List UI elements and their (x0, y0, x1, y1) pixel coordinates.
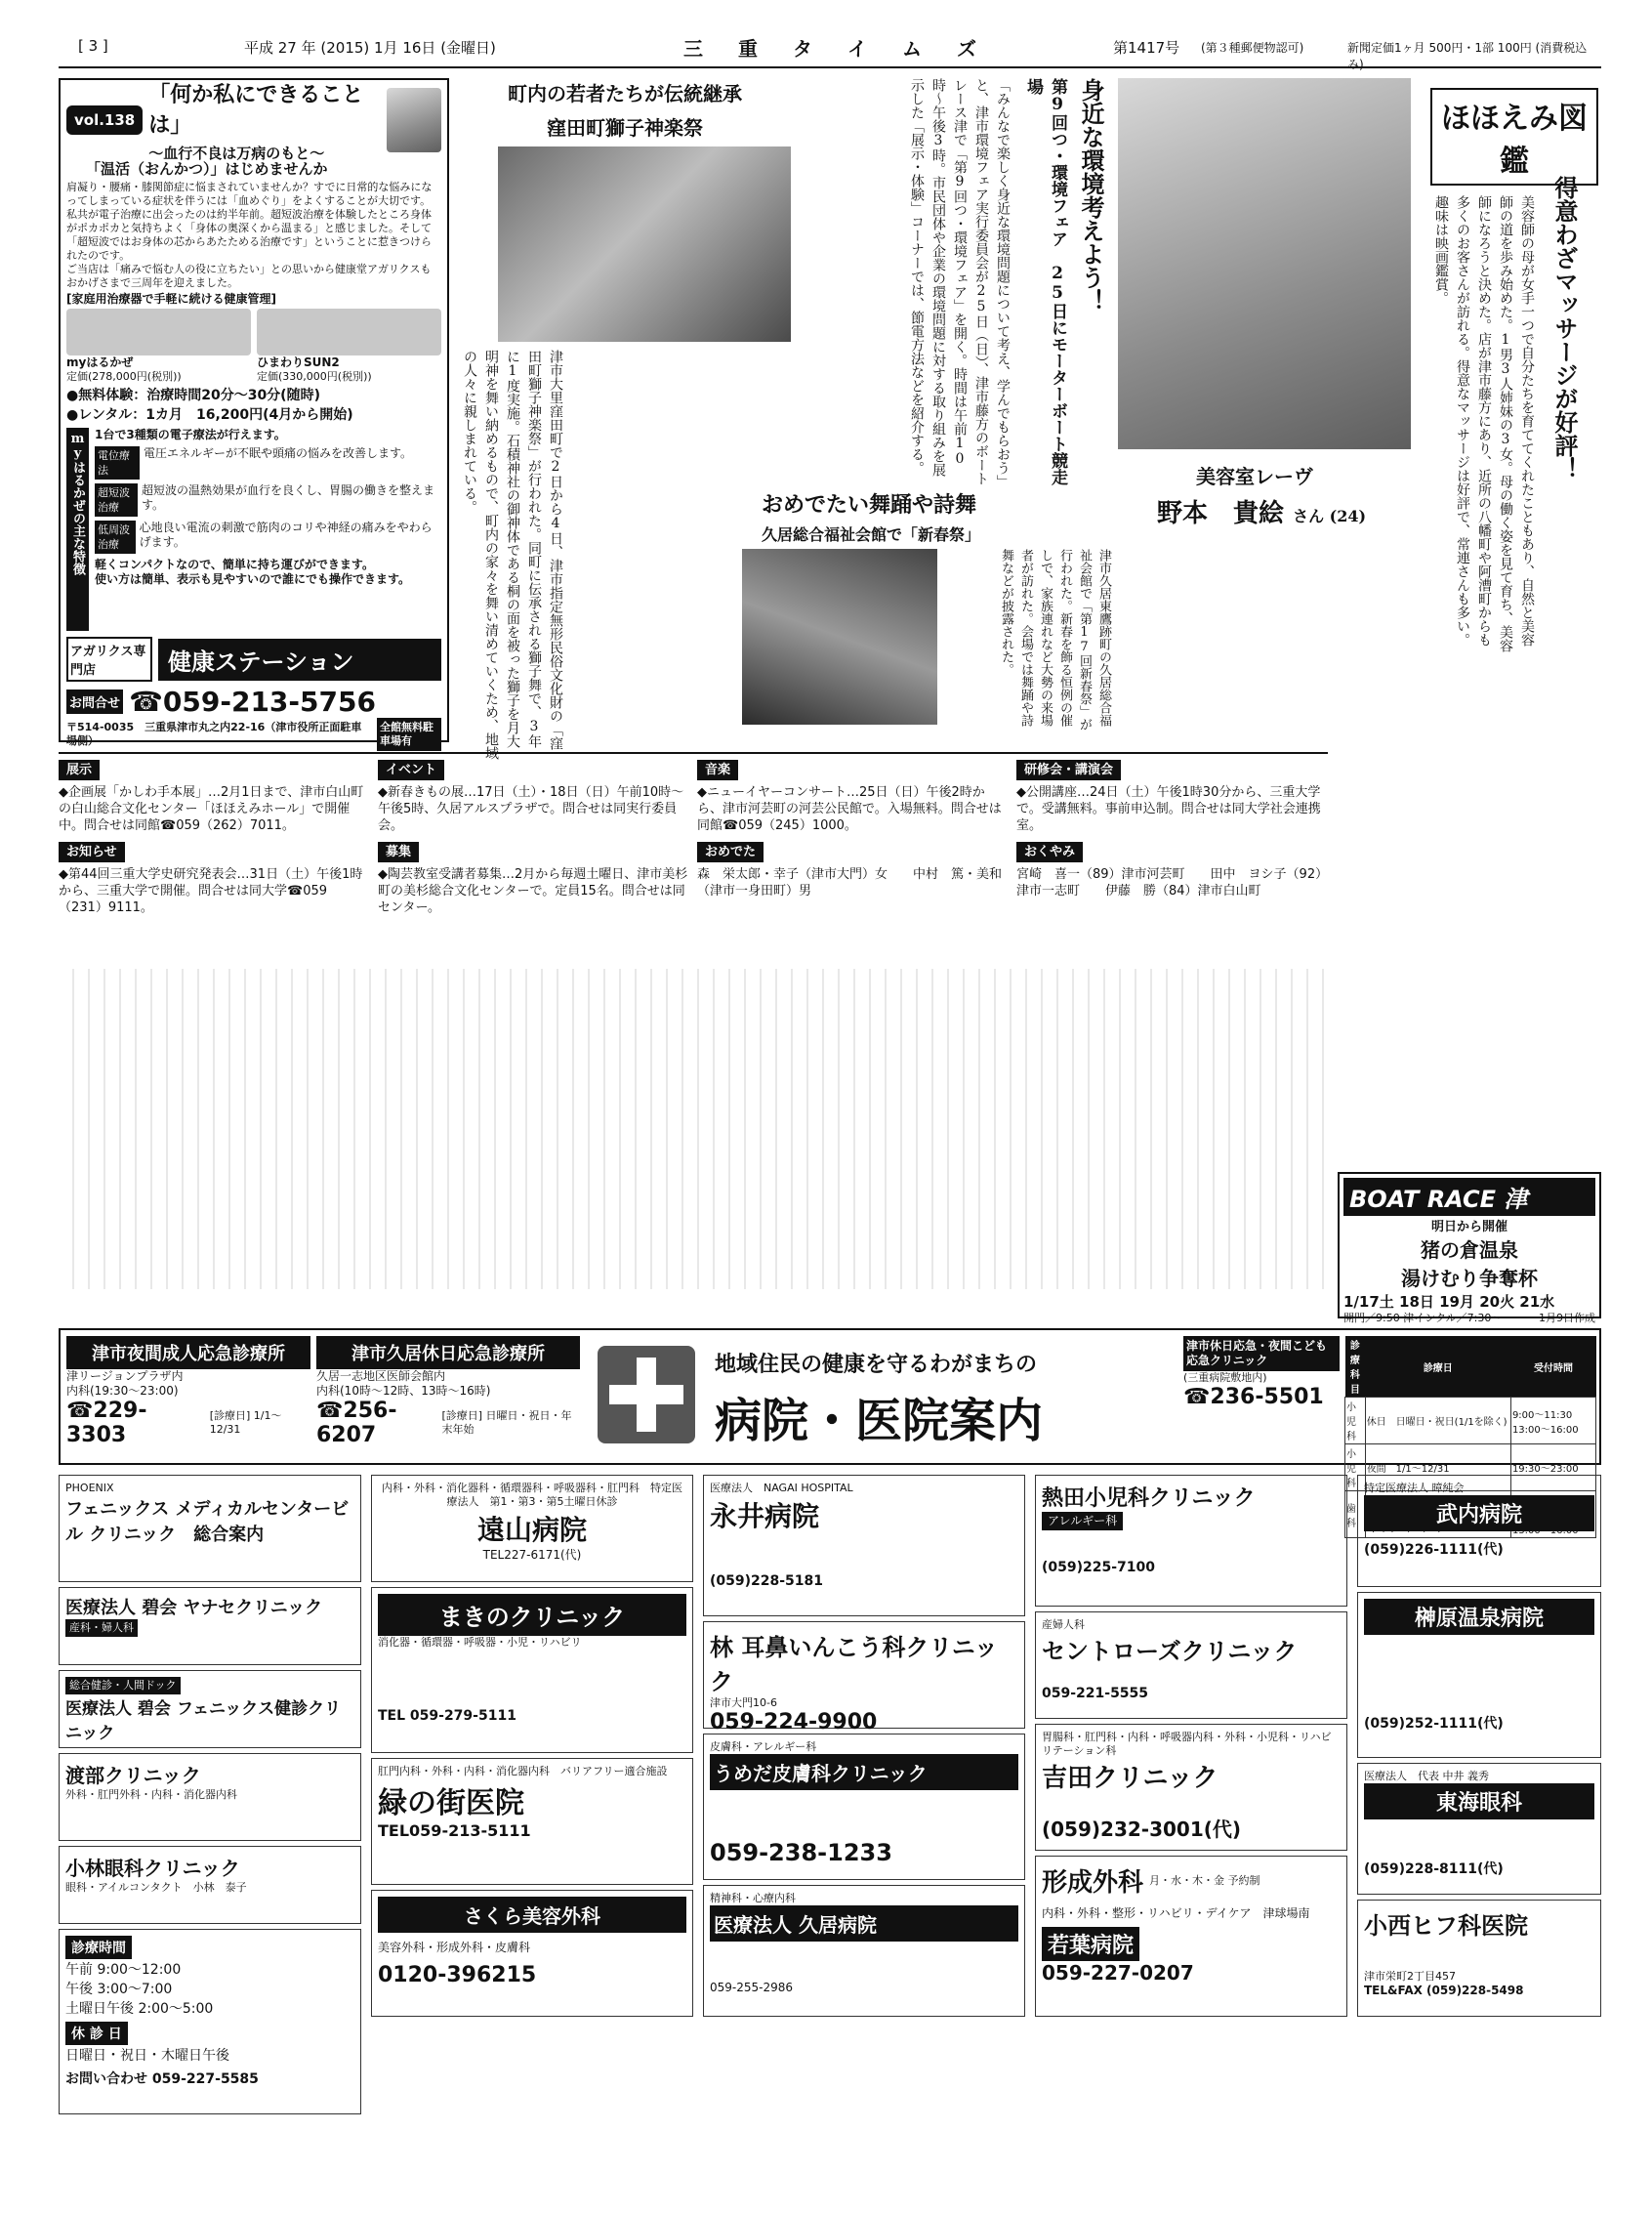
listing-notice (59, 842, 370, 916)
boatrace-hours: 開門／9:50 津インクル／7:30〜 (1343, 1312, 1503, 1324)
hours-pm: 午後 3:00〜7:00 (65, 1982, 173, 1997)
clinic-sub: 精神科・心療内科 (710, 1892, 796, 1904)
clinic-name: うめだ皮膚科クリニック (710, 1754, 1018, 1790)
clinic-name: 吉田クリニック (1042, 1764, 1218, 1793)
clinic-ad (59, 1587, 361, 1665)
therapy-2 (95, 483, 441, 517)
hohoemi-body: 美容師の母が女手一つで自分たちを育ててくれたこともあり、自然と美容師の道を歩み始めた。1男3人姉妹の3女。母の働く姿を見て育ち、美容師になろうと決めた。店が津市藤方にあり、近所の八幡町や阿漕町からも多くのお客さんが訪れる。得意なマッサージは好評で、常連さんも多い。趣味は映画鑑賞。 (1433, 195, 1535, 652)
author-photo (387, 88, 441, 152)
listing-exhibit (59, 760, 370, 834)
schedule-row (1345, 1398, 1596, 1444)
night-clinic-title: 津市夜間成人応急診療所 (66, 1336, 310, 1369)
shop-name: 健康ステーション (158, 639, 441, 681)
night-clinic-hours: 内科(19:30〜23:00) (66, 1384, 179, 1398)
clinic-name: まきのクリニック (378, 1594, 686, 1636)
device2-image (257, 309, 441, 355)
schedule-dept: 小児科 (1345, 1444, 1366, 1491)
boatrace-note: 明日から開催 (1430, 1220, 1507, 1234)
clinic-phone: 059-255-2986 (710, 1981, 794, 1994)
listing-births (697, 842, 1009, 916)
clinic-sub: 津市大門10-6 (710, 1696, 777, 1709)
clinic-ad (371, 1890, 693, 2017)
schedule-day: 休日 日曜日・祝日(1/1を除く) (1365, 1398, 1510, 1444)
therapy-3 (95, 521, 441, 554)
clinic-sub: 皮膚科・アレルギー科 (710, 1740, 817, 1753)
listing-recruit-text: ◆陶芸教室受講者募集…2月から毎週土曜日、津市美杉町の美杉総合文化センターで。定員15名。問合せは同センター。 (378, 867, 688, 915)
clinic-name: フェニックス メディカルセンタービル クリニック 総合案内 (65, 1499, 350, 1545)
therapy-3-name: 低周波治療 (95, 521, 136, 554)
boatrace-title2: 湯けむり争奪杯 (1401, 1267, 1538, 1290)
listing-exhibit-text: ◆企画展「かしわ手本展」…2月1日まで、津市白山町の白山総合文化センター「ほほえみホール」で開催中。問合せは同館☎059（262）7011。 (59, 785, 364, 833)
listing-seminar (1016, 760, 1328, 834)
paper-title: 三 重 タ イ ム ズ (683, 37, 984, 61)
clinic-phone: (059)252-1111(代) (1364, 1716, 1504, 1732)
listing-music-text: ◆ニューイヤーコンサート…25日（日）午後2時から、津市河芸町の河芸公民館で。入場無料。問合せは同館☎059（245）1000。 (697, 785, 1002, 833)
schedule-header: 受付時間 (1510, 1336, 1595, 1398)
listing-notice-text: ◆第44回三重大学史研究発表会…31日（土）午後1時から、三重大学で開催。問合せは同大学☎059（231）9111。 (59, 867, 363, 915)
listing-event (378, 760, 689, 834)
clinic-sub: 月・水・木・金 予約制 (1149, 1873, 1260, 1887)
clinic-ad (703, 1885, 1025, 2017)
boatrace-created: 1月9日作成 (1539, 1312, 1595, 1324)
ad-body-2: ご当店は「痛みで悩む人の役に立ちたい」との思いから健康堂アガリクスもおかげさまで三周年を迎えました。 (66, 263, 432, 289)
clinic-name: 林 耳鼻いんこう科クリニック (710, 1634, 998, 1695)
clinic-sub: 医療法人 代表 中井 義秀 (1364, 1770, 1489, 1782)
clinic-name: セントローズクリニック (1042, 1638, 1298, 1665)
schedule-dept: 小児科 (1345, 1398, 1366, 1444)
clinic-name: 武内病院 (1364, 1495, 1594, 1531)
clinic-phone: TEL059-213-5111 (378, 1821, 531, 1840)
hours-contact: お問い合わせ 059-227-5585 (65, 2071, 259, 2087)
listing-music (697, 760, 1009, 834)
listing-births-label: おめでた (697, 842, 764, 862)
clinic-phone: TEL&FAX (059)228-5498 (1364, 1984, 1524, 1997)
ad-body: 肩凝り・腰痛・膝関節症に悩まされていませんか？すでに日常的な悩みになってしまっている症状を伴うには「血めぐり」をよくすることが大切です。私共が電子治療に出会ったのは約半年前。超短波治療を体験したところ身体がポカポカと気持ちよく「身体の奥深くから温まる」と感じました。そして「超短波ではお身体の芯からあたためる治療です」ということに惹きつけられたのです。 (66, 181, 433, 262)
clinic-ad (1035, 1856, 1347, 2017)
clinic-sub: 内科・外科・消化器科・循環器科・呼吸器科・肛門科 特定医療法人 第1・第3・第5土曜日休診 (382, 1482, 682, 1508)
hours-sat: 土曜日午後 2:00〜5:00 (65, 2001, 214, 2017)
device1-image (66, 309, 251, 355)
therapy-2-name: 超短波治療 (95, 483, 138, 517)
hours-am: 午前 9:00〜12:00 (65, 1962, 182, 1978)
schedule-day: 夜間 1/1〜12/31 (1365, 1444, 1510, 1491)
contact-label: お問合せ (66, 690, 123, 714)
listing-music-label: 音楽 (697, 760, 738, 780)
boatrace-title1: 猪の倉温泉 (1421, 1238, 1518, 1262)
therapy-2-desc: 超短波の温熱効果が血行を良くし、胃腸の働きを整えます。 (142, 483, 435, 512)
hisai-clinic-title: 津市久居休日応急診療所 (316, 1336, 580, 1369)
clinic-name: 医療法人 久居病院 (710, 1905, 1018, 1942)
kodomo-clinic-phone: ☎236-5501 (1183, 1385, 1324, 1409)
article-new-year (742, 488, 1113, 742)
clinic-phone: 059-221-5555 (1042, 1686, 1149, 1701)
clinic-ad (371, 1758, 693, 1885)
clinic-sub: 消化器・循環器・呼吸器・小児・リハビリ (378, 1636, 582, 1649)
article1-subhead: 窪田町獅子神楽祭 (547, 116, 703, 140)
shop-label: アガリクス専門店 (66, 637, 152, 682)
hohoemi-feature (1118, 78, 1601, 742)
listing-births-text: 森 栄太郎・幸子（津市大門）女 中村 篤・美和（津市一身田町）男 (697, 867, 1003, 899)
schedule-time: 19:30〜23:00 (1510, 1444, 1595, 1491)
holiday-label: 休 診 日 (65, 2022, 128, 2045)
clinic-name: 若葉病院 (1042, 1927, 1139, 1961)
device1-price: 定価(278,000円(税別)) (66, 369, 182, 383)
article1-headline: 町内の若者たちが伝統継承 (508, 82, 742, 105)
therapy-1-desc: 電圧エネルギーが不眠や頭痛の悩みを改善します。 (144, 446, 413, 460)
hours-title: 診療時間 (65, 1936, 132, 1959)
device2-price: 定価(330,000円(税別)) (257, 369, 372, 383)
clinic-sub: 総合健診・人間ドック (65, 1677, 181, 1694)
ad-topic: 「温活（おんかつ）」はじめませんか (86, 160, 328, 178)
clinic-name: 熱田小児科クリニック (1042, 1486, 1256, 1511)
rental-price: ●レンタル：1カ月 16,200円(4月から開始) (66, 407, 353, 423)
clinic-ad (1357, 1900, 1601, 2017)
clinic-sub: PHOENIX (65, 1482, 114, 1494)
clinic-phone: 059-227-0207 (1042, 1961, 1194, 1985)
clinic-phone: 059-224-9900 (710, 1710, 878, 1734)
features-label: myはるかぜの主な特徴 (66, 428, 89, 631)
shop-phone: ☎059-213-5756 (129, 686, 376, 718)
clinic-sub: 特定医療法人 暲純会 (1364, 1482, 1465, 1494)
hisai-clinic-hours: 内科(10時〜12時、13時〜16時) (316, 1384, 491, 1398)
night-clinic-note: [診療日] 1/1〜12/31 (209, 1409, 282, 1436)
article2-subhead: 第9回つ・環境フェア 25日にモーターボート競走場 (1023, 78, 1067, 485)
clinic-name: 医療法人 碧会 フェニックス健診クリニック (65, 1699, 342, 1743)
clinic-ad (1357, 1592, 1601, 1758)
banner-main (588, 1336, 1174, 1459)
clinic-ad (59, 1753, 361, 1841)
hohoemi-person: 野本 貴絵 (1157, 499, 1285, 528)
kodomo-clinic-place: (三重病院敷地内) (1183, 1371, 1267, 1384)
clinic-ad (703, 1734, 1025, 1880)
listing-obituaries-text: 宮崎 喜一（89）津市河芸町 田中 ヨシ子（92）津市一志町 伊藤 勝（84）津市白山町 (1016, 867, 1322, 899)
hohoemi-headline: 得意わざマッサージが好評！ (1550, 176, 1579, 481)
clinic-sub: 内科・外科・整形・リハビリ・デイケア 津球場南 (1042, 1906, 1310, 1920)
clinic-name: 渡部クリニック (65, 1764, 201, 1787)
vol-badge: vol.138 (66, 105, 143, 135)
clinic-ad (59, 1475, 361, 1582)
clinic-name: 形成外科 (1042, 1868, 1144, 1898)
clinic-ad (59, 1846, 361, 1924)
hohoemi-title: ほほえみ図鑑 (1430, 88, 1598, 186)
schedule-time: 9:00〜11:30 13:00〜16:00 (1510, 1398, 1595, 1444)
event-listings (59, 752, 1328, 1289)
ad-subtitle: 〜血行不良は万病のもと〜 (148, 144, 325, 162)
article2-headline: 身近な環境考えよう！ (1077, 78, 1105, 313)
medical-cross-icon (598, 1346, 695, 1443)
health-station-ad (59, 78, 449, 747)
listing-notice-label: お知らせ (59, 842, 125, 862)
clinic-ad (371, 1587, 693, 1753)
clinic-name: 榊原温泉病院 (1364, 1599, 1594, 1635)
clinic-sub: 眼科・アイルコンタクト 小林 泰子 (65, 1881, 247, 1894)
parking-note: 全館無料駐車場有 (377, 718, 441, 751)
mail-note: (第３種郵便物認可) (1201, 41, 1304, 55)
clinic-hours (59, 1929, 361, 2114)
hisai-clinic-phone: ☎256-6207 (316, 1399, 397, 1447)
clinic-phone: 0120-396215 (378, 1963, 537, 1987)
clinic-name: 小西ヒフ科医院 (1364, 1911, 1528, 1940)
article2-body: 「みんなで楽しく身近な環境問題について考え、学んでもらおう」と、津市環境フェア実行委員会が25日（日）、津市藤方のボートレース津で「第9回つ・環境フェア」を開く。時間は午前10時〜午後3時。市民団体や企業の環境問題に対する取り組みを展示した「展示・体験」コーナーでは、節電方法などを紹介する。 (909, 78, 1011, 488)
clinic-sub: 胃腸科・肛門科・内科・呼吸器内科・外科・小児科・リハビリテーション科 (1042, 1731, 1332, 1757)
clinic-sub: 産科・婦人科 (65, 1619, 138, 1637)
hohoemi-shop: 美容室レーヴ (1196, 465, 1313, 488)
clinic-name: 緑の街医院 (378, 1786, 524, 1820)
clinic-name: 小林眼科クリニック (65, 1857, 240, 1880)
issue-date: 平成 27 年 (2015) 1月 16日 (金曜日) (244, 39, 496, 57)
article3-headline: おめでたい舞踊や詩舞 (762, 492, 977, 518)
clinic-name: 東海眼科 (1364, 1783, 1594, 1819)
feature-3: 使い方は簡単、表示も見やすいので誰にでも操作できます。 (95, 572, 411, 586)
article1-body: 津市大里窪田町で2日から4日、津市指定無形民俗文化財の「窪田町獅子神楽祭」が行われた。同町に伝承される獅子舞で、3年に1度実施。石積神社の御神体である桐の面を被った獅子を月大明神を舞い納めるもので、町内の家々を舞い清めていくため、地域の人々に親しまれている。 (462, 350, 563, 760)
night-clinic (66, 1336, 310, 1459)
kodomo-clinic (1183, 1336, 1340, 1459)
clinic-name: さくら美容外科 (378, 1897, 686, 1933)
clinic-phone: (059)225-7100 (1042, 1560, 1156, 1575)
device1-name: myはるかぜ (66, 355, 134, 369)
hohoemi-age: さん (24) (1293, 507, 1367, 525)
clinic-sub: 医療法人 NAGAI HOSPITAL (710, 1482, 853, 1494)
schedule-header-row (1345, 1336, 1596, 1398)
article3-body: 津市久居東鷹跡町の久居総合福祉会館で「第17回新春祭」が行われた。新春を飾る恒例の催しで、家族連れなど大勢の来場者が訪れた。会場では舞踊や詩舞などが披露された。 (999, 549, 1111, 731)
clinic-ad (703, 1621, 1025, 1734)
issue-number: 第1417号 (1113, 39, 1180, 57)
listing-seminar-label: 研修会・講演会 (1016, 760, 1121, 780)
clinic-phone: (059)228-8111(代) (1364, 1861, 1504, 1877)
night-clinic-phone: ☎229-3303 (66, 1399, 147, 1447)
clinic-phone: TEL 059-279-5111 (378, 1708, 516, 1724)
hohoemi-photo (1118, 78, 1411, 449)
clinic-phone: (059)232-3001(代) (1042, 1818, 1242, 1841)
clinic-phone: TEL227-6171(代) (482, 1548, 582, 1562)
listing-text-fill (59, 969, 1328, 1289)
clinic-ad (1035, 1611, 1347, 1719)
therapy-1 (95, 446, 441, 480)
article-eco-fair (796, 78, 1108, 488)
price-note: 新聞定価1ヶ月 500円・1部 100円 (消費税込み) (1347, 41, 1588, 71)
clinic-sub: 美容外科・形成外科・皮膚科 (378, 1941, 531, 1954)
clinic-ad (1357, 1763, 1601, 1895)
listing-obituaries-label: おくやみ (1016, 842, 1083, 862)
listing-obituaries (1016, 842, 1328, 916)
banner-subtitle: 地域住民の健康を守るわがまちの (715, 1353, 1038, 1377)
clinic-sub: 肛門内科・外科・内科・消化器内科 バリアフリー適合施設 (378, 1765, 668, 1777)
clinic-phone: (059)226-1111(代) (1364, 1542, 1504, 1558)
therapy-1-name: 電位療法 (95, 446, 140, 480)
banner-title: 病院・医院案内 (715, 1394, 1044, 1448)
article3-photo (742, 549, 937, 725)
clinic-sub: アレルギー科 (1042, 1512, 1123, 1530)
hisai-clinic-place: 久居一志地区医師会館内 (316, 1369, 446, 1383)
page-number: [ 3 ] (78, 37, 108, 55)
hisai-clinic-note: [診療日] 日曜日・祝日・年末年始 (441, 1409, 572, 1436)
clinic-sub: 産婦人科 (1042, 1618, 1085, 1631)
clinic-name: 遠山病院 (476, 1514, 587, 1546)
device-heading: [家庭用治療器で手軽に続ける健康管理] (66, 292, 276, 306)
schedule-header: 診療日 (1365, 1336, 1510, 1398)
clinic-sub: 津市栄町2丁目457 (1364, 1970, 1456, 1983)
kodomo-clinic-title: 津市休日応急・夜間こども応急クリニック (1183, 1336, 1340, 1371)
schedule-header: 診療科目 (1345, 1336, 1366, 1398)
listing-recruit-label: 募集 (378, 842, 419, 862)
therapy-3-desc: 心地良い電流の刺激で筋肉のコリや神経の痛みをやわらげます。 (139, 521, 433, 549)
schedule-dept: 歯科 (1345, 1491, 1366, 1538)
page-header (59, 29, 1601, 71)
clinic-ad (1035, 1475, 1347, 1607)
holiday-text: 日曜日・祝日・木曜日午後 (65, 2048, 229, 2064)
listing-exhibit-label: 展示 (59, 760, 100, 780)
listing-event-label: イベント (378, 760, 444, 780)
clinic-ads (59, 1475, 1601, 2197)
device2-name: ひまわりSUN2 (257, 355, 340, 369)
hisai-clinic (316, 1336, 580, 1459)
shop-address: 〒514-0035 三重県津市丸之内22-16（津市役所正面駐車場側） (66, 721, 362, 747)
boat-race-ad (1338, 1172, 1601, 1324)
clinic-ad (59, 1670, 361, 1748)
clinic-phone: 059-238-1233 (710, 1839, 892, 1866)
clinic-ad (1357, 1475, 1601, 1587)
clinic-ad (703, 1475, 1025, 1616)
boatrace-logo: BOAT RACE 津 (1343, 1178, 1595, 1216)
ad-title: 「何か私にできることは」 (148, 81, 364, 138)
free-trial: ●無料体験：治療時間20分〜30分(随時) (66, 388, 320, 403)
listing-recruit (378, 842, 689, 916)
night-clinic-place: 津リージョンプラザ内 (66, 1369, 184, 1383)
clinic-ad (1035, 1724, 1347, 1851)
hohoemi-name (1157, 493, 1366, 529)
listing-seminar-text: ◆公開講座…24日（土）午後1時30分から、三重大学で。受講無料。事前申込制。問合せは同大学社会連携室。 (1016, 785, 1321, 833)
clinic-phone: (059)228-5181 (710, 1573, 824, 1589)
clinic-name: 永井病院 (710, 1500, 820, 1532)
hohoemi-body-continued (1118, 537, 1401, 732)
clinic-ad (371, 1475, 693, 1582)
article1-photo (498, 146, 791, 342)
boatrace-dates: 1/17土 18日 19月 20火 21水 (1343, 1293, 1555, 1311)
listing-event-text: ◆新春きもの展…17日（土）・18日（日）午前10時〜午後5時、久居アルスプラザで。問合せは同実行委員会。 (378, 785, 684, 833)
feature-2: 軽くコンパクトなので、簡単に持ち運びができます。 (95, 558, 374, 571)
feature-1: 1台で3種類の電子療法が行えます。 (95, 428, 286, 441)
clinic-sub: 外科・肛門外科・内科・消化器内科 (65, 1788, 237, 1801)
article-kagura (459, 78, 791, 760)
article3-subhead: 久居総合福祉会館で「新春祭」 (762, 525, 981, 544)
clinic-name: 医療法人 碧会 ヤナセクリニック (65, 1598, 323, 1618)
